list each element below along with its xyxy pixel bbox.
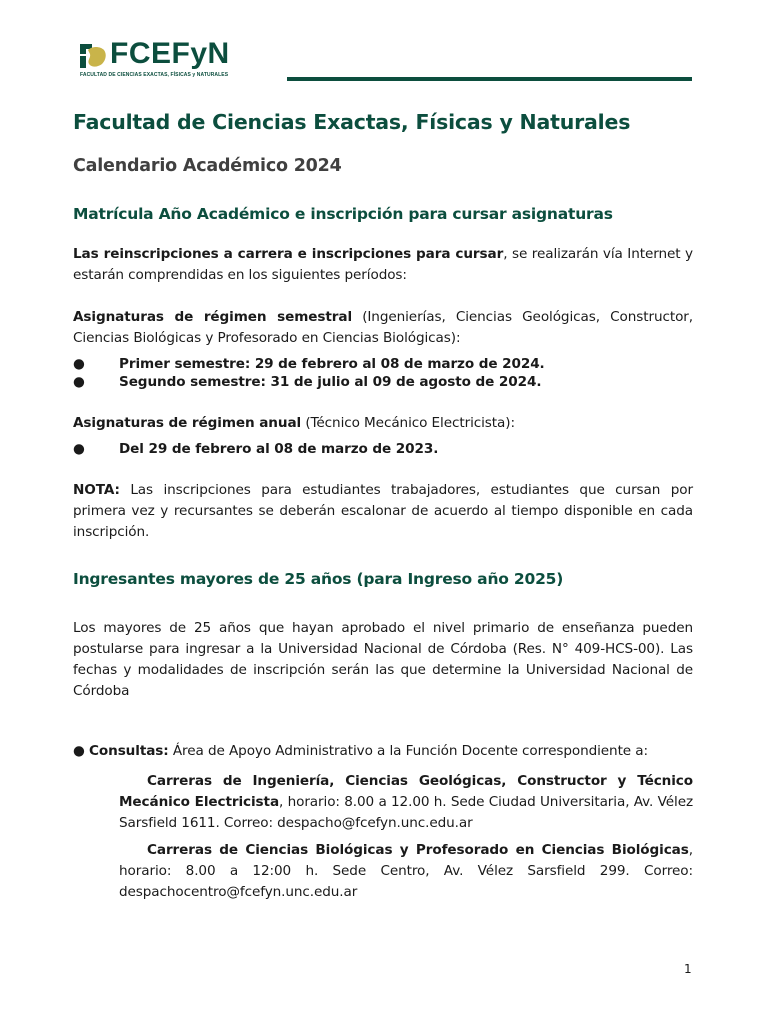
section-heading-matricula: Matrícula Año Académico e inscripción para cursar asignaturas [73, 205, 613, 223]
consultas-label: Consultas: [89, 743, 169, 759]
consultas-item-bold: Carreras de Ingeniería, Ciencias Geológicas, Constructor y Técnico Mecánico Electricista [119, 773, 693, 810]
anual-list [73, 440, 693, 458]
semestral-text: (Ingenierías, Ciencias Geológicas, Constructor, Ciencias Biológicas y Profesorado en Ciencias Biológicas): [73, 309, 693, 346]
nota-text: Las inscripciones para estudiantes trabajadores, estudiantes que cursan por primera vez y recursantes se deberán escalonar de acuerdo al tiempo disponible en cada inscripción. [73, 482, 693, 540]
semestral-list [73, 355, 693, 391]
list-item [73, 355, 693, 373]
document-body [73, 108, 693, 903]
nota-bold: NOTA: [73, 482, 120, 498]
list-item [73, 373, 693, 391]
list-item [73, 440, 693, 458]
semestral-paragraph [73, 307, 693, 349]
intro-bold: Las reinscripciones a carrera e inscripciones para cursar [73, 246, 504, 262]
page-number: 1 [684, 962, 692, 976]
intro-text: , se realizarán vía Internet y estarán comprendidas en los siguientes períodos: [73, 246, 693, 283]
anual-paragraph [73, 413, 693, 434]
anual-text: (Técnico Mecánico Electricista): [301, 415, 515, 431]
document-title: Facultad de Ciencias Exactas, Físicas y Naturales [73, 110, 631, 134]
consultas-paragraph [73, 743, 693, 760]
list-item-text: Del 29 de febrero al 08 de marzo de 2023. [119, 441, 439, 457]
logo-text: FCEFyN [110, 37, 230, 70]
document-subtitle: Calendario Académico 2024 [73, 156, 342, 176]
header-rule [287, 77, 692, 81]
consultas-item-biologicas [73, 840, 693, 903]
logo-mark-icon [78, 40, 108, 70]
intro-paragraph [73, 244, 693, 286]
bullet-icon: ● [73, 374, 85, 390]
consultas-text: Área de Apoyo Administrativo a la Función Docente correspondiente a: [168, 743, 649, 759]
consultas-item-text: , horario: 8.00 a 12:00 h. Sede Centro, Av. Vélez Sarsfield 299. Correo: despachocentro@fcefyn.unc.edu.ar [119, 842, 693, 900]
logo-subtext: FACULTAD DE CIENCIAS EXACTAS, FÍSICAS y NATURALES [80, 72, 229, 78]
consultas-item-text: , horario: 8.00 a 12.00 h. Sede Ciudad Universitaria, Av. Vélez Sarsfield 1611. Correo: despacho@fcefyn.unc.edu.ar [119, 794, 693, 831]
consultas-item-bold: Carreras de Ciencias Biológicas y Profesorado en Ciencias Biológicas [147, 842, 689, 858]
fcefyn-logo [78, 38, 258, 84]
bullet-icon: ● [73, 356, 85, 372]
consultas-item-ingenieria [73, 771, 693, 834]
nota-paragraph [73, 480, 693, 543]
consultas-bullet: ● [73, 743, 85, 759]
section-heading-mayores-25: Ingresantes mayores de 25 años (para Ingreso año 2025) [73, 570, 564, 588]
bullet-icon: ● [73, 441, 85, 457]
semestral-bold: Asignaturas de régimen semestral [73, 309, 353, 325]
list-item-text: Segundo semestre: 31 de julio al 09 de agosto de 2024. [119, 374, 542, 390]
anual-bold: Asignaturas de régimen anual [73, 415, 302, 431]
list-item-text: Primer semestre: 29 de febrero al 08 de marzo de 2024. [119, 356, 545, 372]
mayores-25-paragraph: Los mayores de 25 años que hayan aprobado el nivel primario de enseñanza pueden postularse para ingresar a la Universidad Nacional de Córdoba (Res. N° 409-HCS-00). Las fechas y modalidades de inscripción serán las que determine la Universidad Nacional de Córdoba [73, 620, 693, 699]
